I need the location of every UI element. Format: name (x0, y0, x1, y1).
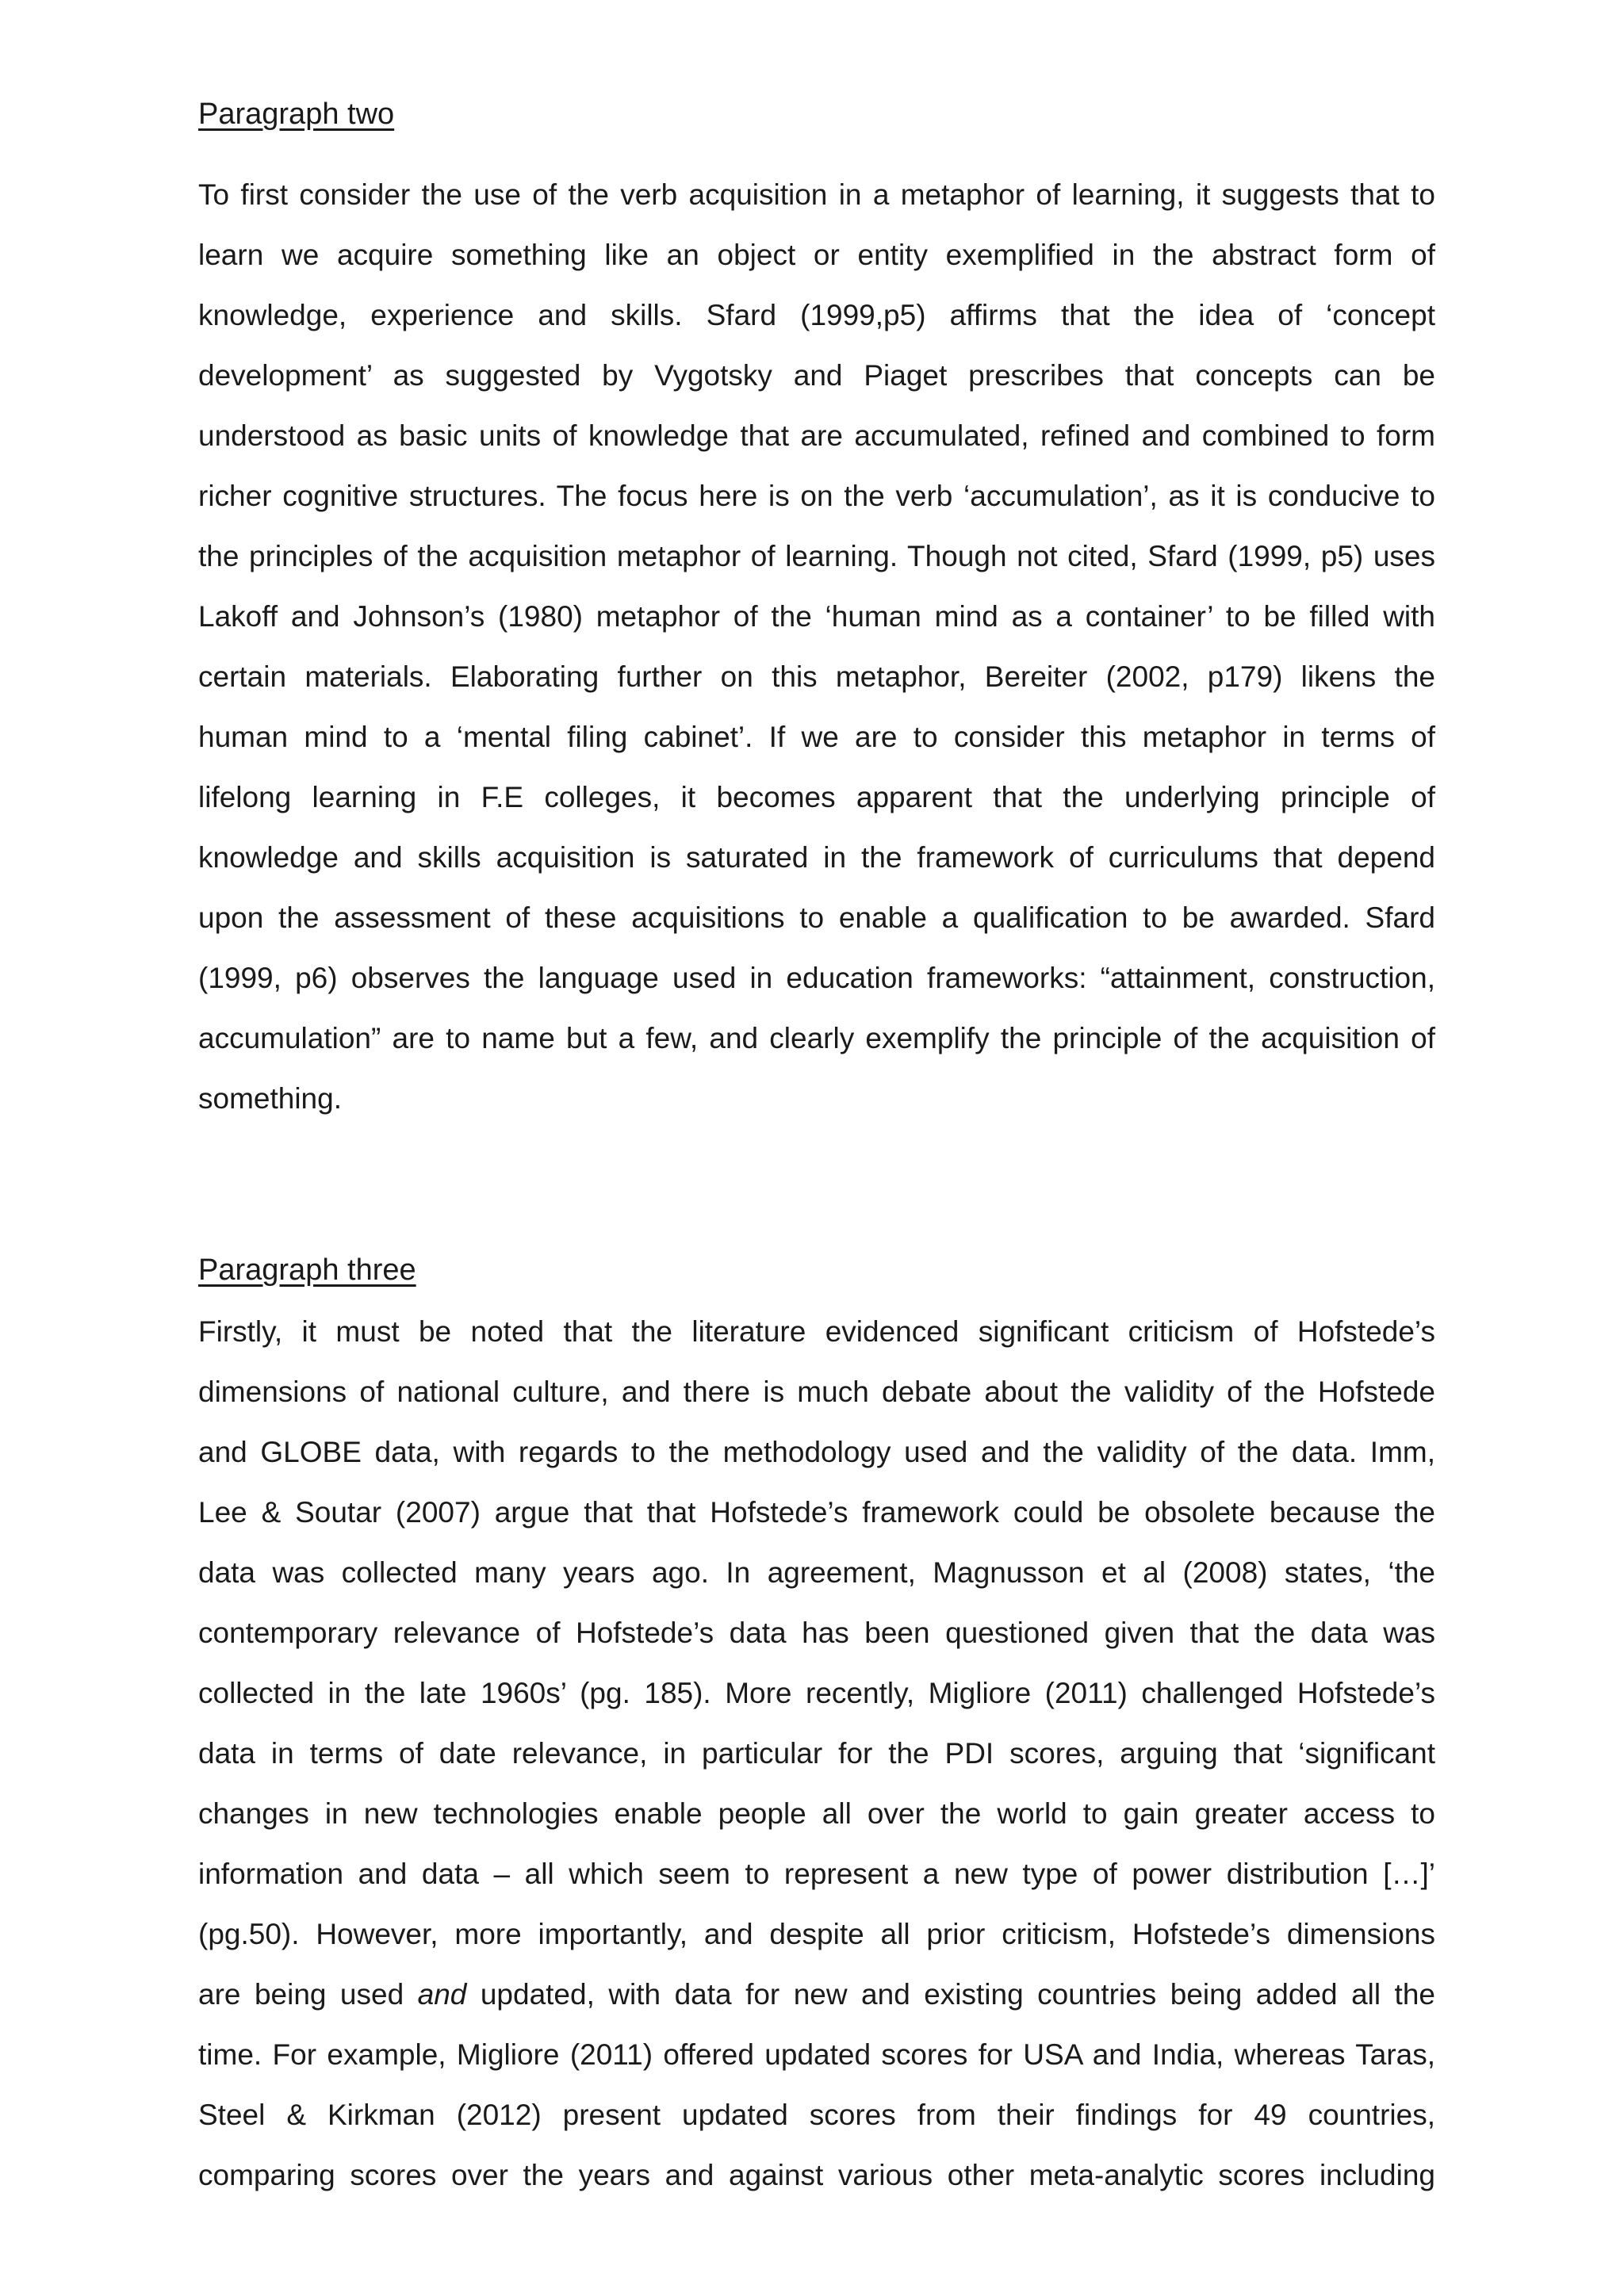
text-line: learn we acquire something like an object or entity exemplified in the abstract form of (198, 239, 1435, 271)
text-line: knowledge and skills acquisition is saturated in the framework of curriculums that depend (198, 841, 1435, 874)
paragraph-three-body (198, 1302, 1435, 2206)
text-line: richer cognitive structures. The focus here is on the verb ‘accumulation’, as it is conducive to (198, 480, 1435, 512)
text-line: time. For example, Migliore (2011) offered updated scores for USA and India, whereas Taras, (198, 2038, 1435, 2071)
paragraph-two-heading: Paragraph two (198, 98, 395, 131)
text-line: accumulation” are to name but a few, and clearly exemplify the principle of the acquisition of (198, 1022, 1435, 1054)
text-line: knowledge, experience and skills. Sfard (1999,p5) affirms that the idea of ‘concept (198, 299, 1435, 331)
text-line: Steel & Kirkman (2012) present updated scores from their findings for 49 countries, (198, 2099, 1435, 2131)
emphasized-word: and (417, 1978, 467, 2011)
paragraph-three-heading: Paragraph three (198, 1253, 416, 1287)
text-line: To first consider the use of the verb acquisition in a metaphor of learning, it suggests that to (198, 178, 1435, 211)
text-line: upon the assessment of these acquisitions to enable a qualification to be awarded. Sfard (198, 901, 1435, 934)
text-line: data in terms of date relevance, in particular for the PDI scores, arguing that ‘significant (198, 1737, 1435, 1770)
text-line: comparing scores over the years and against various other meta-analytic scores including (198, 2159, 1435, 2191)
paragraph-two-section (198, 97, 1435, 1129)
text-segment: are being used (198, 1978, 404, 2011)
text-line: development’ as suggested by Vygotsky and Piaget prescribes that concepts can be (198, 359, 1435, 392)
text-line: changes in new technologies enable people all over the world to gain greater access to (198, 1797, 1435, 1830)
text-line: contemporary relevance of Hofstede’s data has been questioned given that the data was (198, 1617, 1435, 1649)
text-line: Lee & Soutar (2007) argue that that Hofstede’s framework could be obsolete because the (198, 1496, 1435, 1529)
text-line: (1999, p6) observes the language used in education frameworks: “attainment, construction, (198, 962, 1435, 994)
text-line: Firstly, it must be noted that the literature evidenced significant criticism of Hofstede’s (198, 1315, 1435, 1348)
text-line: dimensions of national culture, and there is much debate about the validity of the Hofstede (198, 1376, 1435, 1408)
text-line-with-emphasis (198, 1965, 1435, 2025)
text-line: lifelong learning in F.E colleges, it becomes apparent that the underlying principle of (198, 781, 1435, 813)
text-line: data was collected many years ago. In agreement, Magnusson et al (2008) states, ‘the (198, 1556, 1435, 1589)
text-line: understood as basic units of knowledge that are accumulated, refined and combined to form (198, 419, 1435, 452)
paragraph-two-body (198, 165, 1435, 1129)
text-line: certain materials. Elaborating further on this metaphor, Bereiter (2002, p179) likens the (198, 660, 1435, 693)
text-line: and GLOBE data, with regards to the methodology used and the validity of the data. Imm, (198, 1436, 1435, 1468)
text-segment: updated, with data for new and existing countries being added all the (480, 1978, 1435, 2011)
text-line: the principles of the acquisition metaphor of learning. Though not cited, Sfard (1999, p5) uses (198, 540, 1435, 572)
text-line: information and data – all which seem to represent a new type of power distribution […]’ (198, 1858, 1435, 1890)
paragraph-three-section (198, 1253, 1435, 2206)
text-line: something. (198, 1082, 342, 1115)
text-line: collected in the late 1960s’ (pg. 185). More recently, Migliore (2011) challenged Hofstede’s (198, 1677, 1435, 1709)
text-line: human mind to a ‘mental filing cabinet’. If we are to consider this metaphor in terms of (198, 721, 1435, 753)
text-line: (pg.50). However, more importantly, and despite all prior criticism, Hofstede’s dimensions (198, 1918, 1435, 1950)
text-line: Lakoff and Johnson’s (1980) metaphor of the ‘human mind as a container’ to be filled with (198, 600, 1435, 633)
